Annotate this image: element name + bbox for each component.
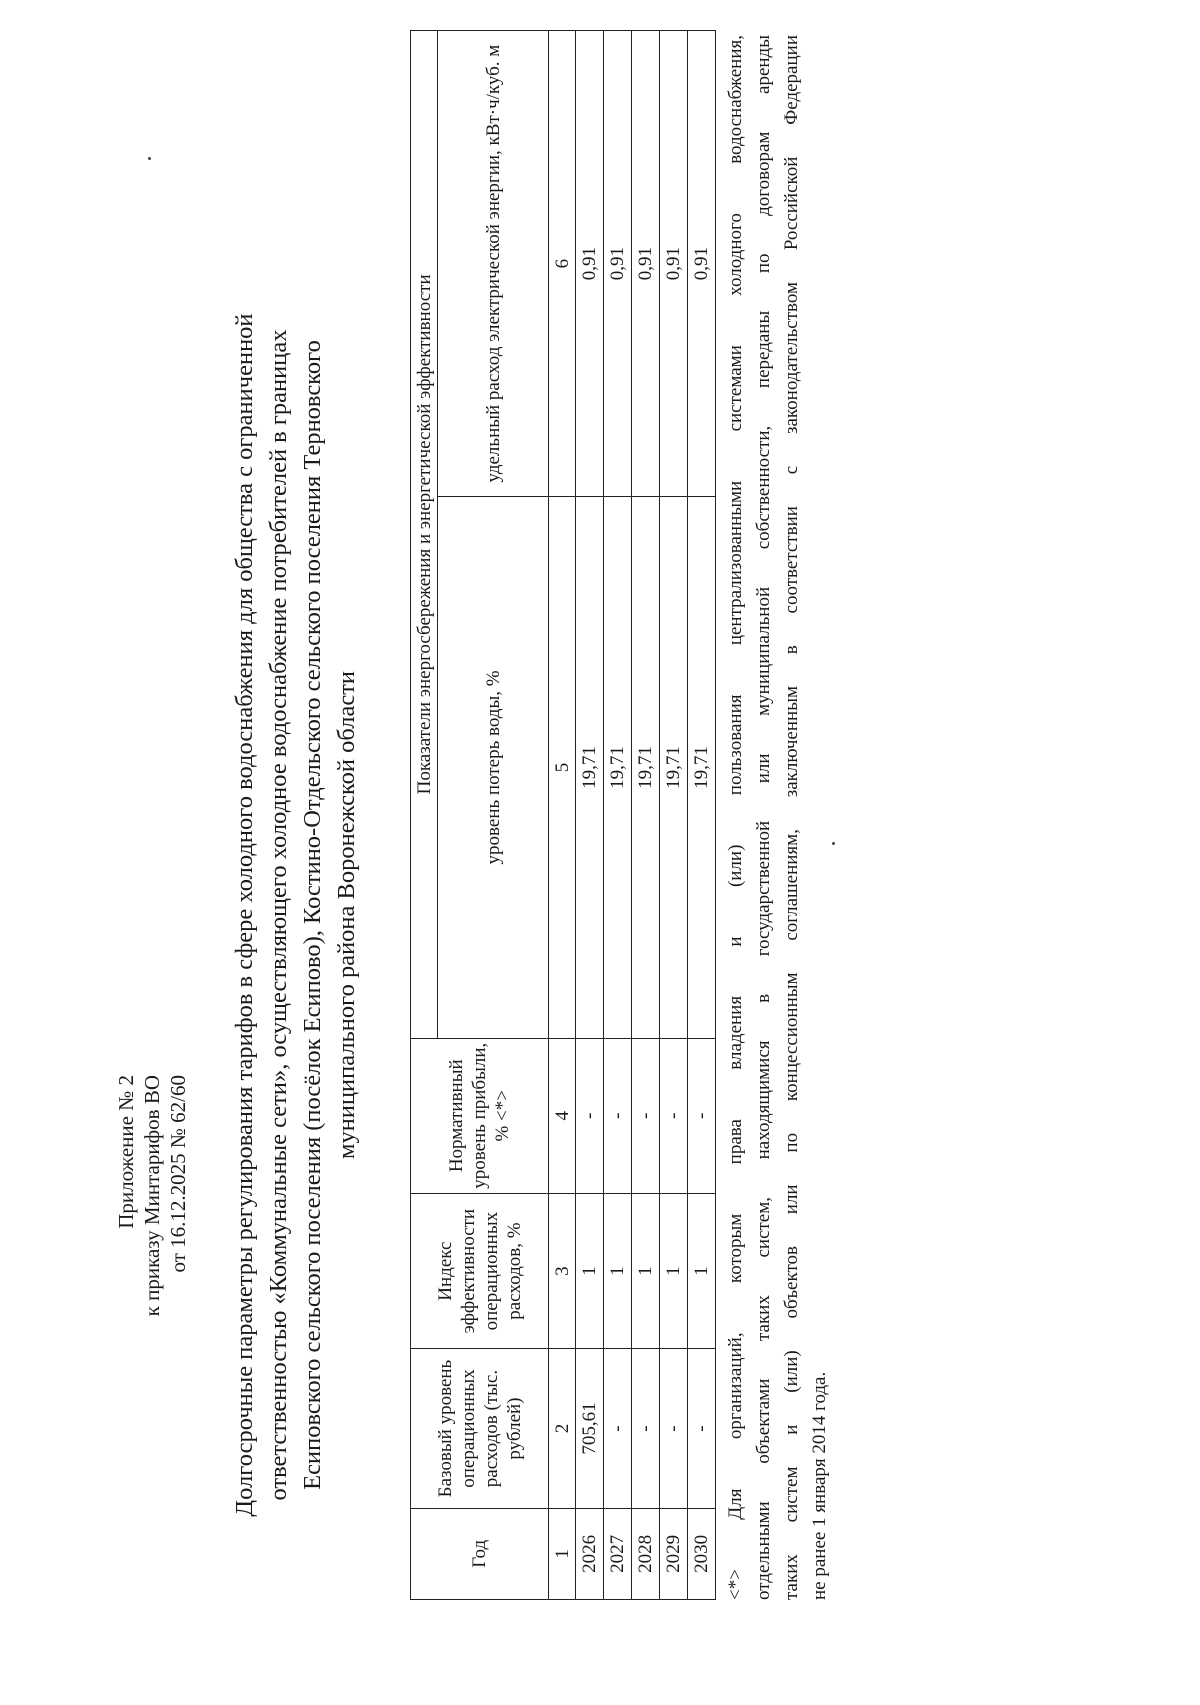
cell-norm: - xyxy=(688,1038,716,1193)
header-year: Год xyxy=(411,1508,549,1599)
header-base-opex: Базовый уровень операционных расходов (тыс. рублей) xyxy=(411,1349,549,1508)
tariff-parameters-table xyxy=(410,30,716,1600)
column-number: 1 xyxy=(549,1508,576,1599)
scan-speck xyxy=(148,157,151,160)
cell-loss: 19,71 xyxy=(688,497,716,1039)
cell-index: 1 xyxy=(632,1193,660,1349)
cell-index: 1 xyxy=(660,1193,688,1349)
footnote-line: таких систем и (или) объектов или по концессионным соглашениям, заключенным в соответствии с законодательством Российской Федерации xyxy=(781,35,802,1600)
column-number: 5 xyxy=(549,497,576,1039)
cell-norm: - xyxy=(604,1038,632,1193)
cell-index: 1 xyxy=(604,1193,632,1349)
header-energy-consumption: удельный расход электрической энергии, кВт·ч/куб. м xyxy=(438,31,549,497)
header-energy-group: Показатели энергосбережения и энергетической эффективности xyxy=(411,31,438,1039)
scan-speck xyxy=(832,842,835,845)
cell-energy: 0,91 xyxy=(604,31,632,497)
appendix-line: от 16.12.2025 № 62/60 xyxy=(166,1075,190,1273)
document-title xyxy=(228,205,364,1625)
cell-norm: - xyxy=(660,1038,688,1193)
title-line: ответственностью «Коммунальные сети», осуществляющего холодное водоснабжение потребителей в границах xyxy=(265,329,292,1501)
title-line: Долгосрочные параметры регулирования тарифов в сфере холодного водоснабжения для общества с ограниченной xyxy=(231,313,258,1517)
table-row xyxy=(660,31,688,1600)
column-number-row xyxy=(549,31,576,1600)
cell-norm: - xyxy=(576,1038,604,1193)
cell-energy: 0,91 xyxy=(688,31,716,497)
table-row xyxy=(688,31,716,1600)
column-number: 2 xyxy=(549,1349,576,1508)
header-water-loss: уровень потерь воды, % xyxy=(438,497,549,1039)
cell-energy: 0,91 xyxy=(660,31,688,497)
cell-year: 2030 xyxy=(688,1508,716,1599)
cell-base: 705,61 xyxy=(576,1349,604,1508)
cell-year: 2026 xyxy=(576,1508,604,1599)
cell-year: 2027 xyxy=(604,1508,632,1599)
cell-index: 1 xyxy=(576,1193,604,1349)
appendix-header xyxy=(113,1075,191,1595)
cell-base: - xyxy=(632,1349,660,1508)
cell-year: 2029 xyxy=(660,1508,688,1599)
cell-base: - xyxy=(660,1349,688,1508)
cell-energy: 0,91 xyxy=(632,31,660,497)
title-line: Есиповского сельского поселения (посёлок Есипово), Костино-Отдельского сельского поселения Терновского xyxy=(299,340,326,1490)
column-number: 3 xyxy=(549,1193,576,1349)
cell-loss: 19,71 xyxy=(576,497,604,1039)
column-number: 4 xyxy=(549,1038,576,1193)
footnote-line: не ранее 1 января 2014 года. xyxy=(809,1371,830,1600)
cell-loss: 19,71 xyxy=(632,497,660,1039)
table-row xyxy=(576,31,604,1600)
title-line: муниципального района Воронежской области xyxy=(333,670,360,1160)
appendix-line: Приложение № 2 xyxy=(114,1075,138,1229)
cell-base: - xyxy=(688,1349,716,1508)
appendix-line: к приказу Минтарифов ВО xyxy=(140,1075,164,1317)
footnote-line: отдельными объектами таких систем, находящимися в государственной или муниципальной собственности, переданы по договорам аренды xyxy=(753,35,774,1600)
column-number: 6 xyxy=(549,31,576,497)
cell-loss: 19,71 xyxy=(604,497,632,1039)
footnote xyxy=(722,35,834,1600)
cell-base: - xyxy=(604,1349,632,1508)
table-row xyxy=(604,31,632,1600)
footnote-line: <*> Для организаций, которым права владения и (или) пользования централизованными системами холодного водоснабжения, xyxy=(725,35,746,1600)
cell-energy: 0,91 xyxy=(576,31,604,497)
cell-year: 2028 xyxy=(632,1508,660,1599)
header-normative-profit: Нормативный уровень прибыли, % <*> xyxy=(411,1038,549,1193)
header-efficiency-index: Индекс эффективности операционных расходов, % xyxy=(411,1193,549,1349)
cell-loss: 19,71 xyxy=(660,497,688,1039)
cell-norm: - xyxy=(632,1038,660,1193)
cell-index: 1 xyxy=(688,1193,716,1349)
table-row xyxy=(632,31,660,1600)
